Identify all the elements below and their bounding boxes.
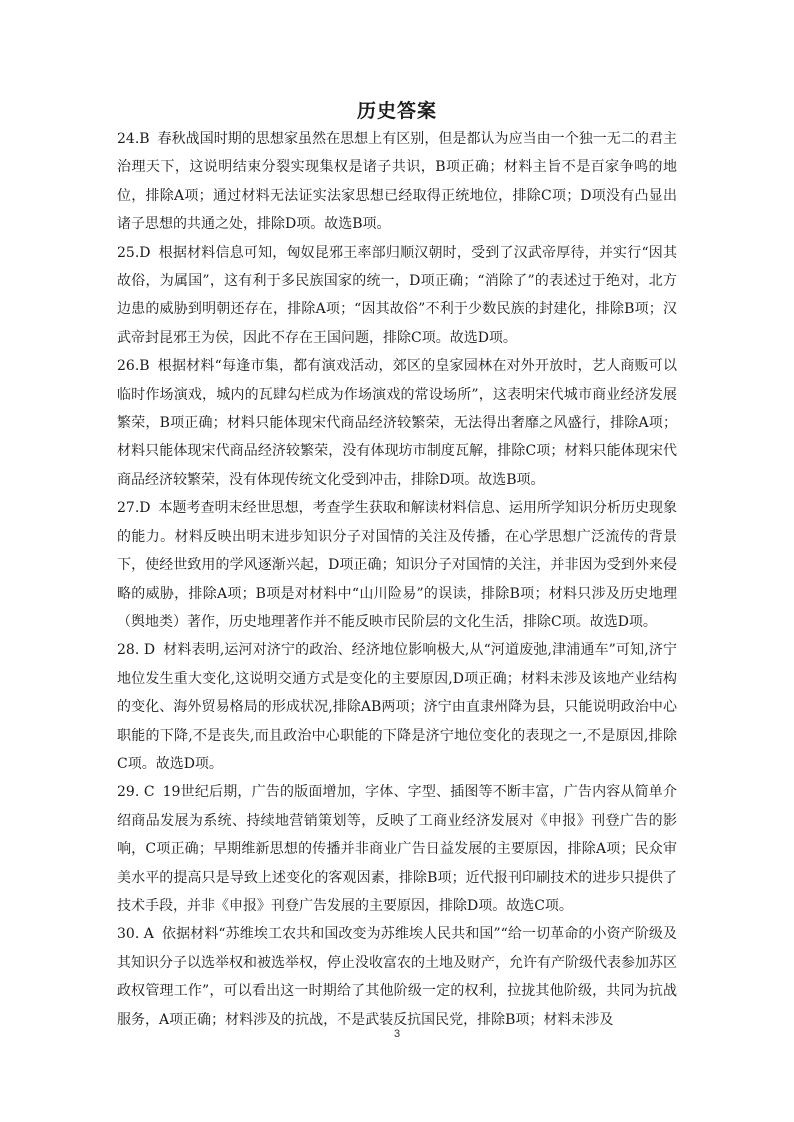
answer-number: 26.B [117, 358, 150, 375]
answer-text: 依据材料“苏维埃工农共和国改变为苏维埃人民共和国”“给一切革命的小资产阶级及其知识分子以选举权和被选举权，停止没收富农的土地及财产，允许有产阶级代表参加苏区政权管理工作”，可以看出这一时期给了其他阶级一定的权利，拉拢其他阶级，共同为抗战服务，A项正确；材料涉及的抗战，不是武装反抗国民党，排除B项；材料未涉及 [117, 926, 677, 1028]
answer-item-24 [117, 125, 677, 239]
answer-number: 24.B [117, 131, 150, 147]
answer-item-28 [117, 636, 677, 778]
answer-number: 28. D [117, 642, 156, 659]
answer-text: 本题考查明末经世思想，考查学生获取和解读材料信息、运用所学知识分析历史现象的能力。材料反映出明末进步知识分子对国情的关注及传播，在心学思想广泛流传的背景下，使经世致用的学风逐渐兴起，D项正确；知识分子对国情的关注，并非因为受到外来侵略的威胁，排除A项；B项是对材料中“山川险易”的误读，排除B项；材料只涉及历史地理（舆地类）著作，历史地理著作并不能反映市民阶层的文化生活，排除C项。故选D项。 [117, 500, 677, 630]
page-number: 3 [393, 1028, 401, 1040]
answer-text: 根据材料“每逢市集，都有演戏活动，郊区的皇家园林在对外开放时，艺人商贩可以临时作场演戏，城内的瓦肆勾栏成为作场演戏的常设场所”，这表明宋代城市商业经济发展繁荣，B项正确；材料只能体现宋代商品经济较繁荣，无法得出奢靡之风盛行，排除A项；材料只能体现宋代商品经济较繁荣，没有体现坊市制度瓦解，排除C项；材料只能体现宋代商品经济较繁荣，没有体现传统文化受到冲击，排除D项。故选B项。 [117, 358, 677, 488]
answer-list [117, 125, 677, 1034]
answer-item-29 [117, 778, 677, 920]
answer-item-27 [117, 494, 677, 636]
answer-number: 25.D [117, 244, 151, 261]
answer-text: 根据材料信息可知，匈奴昆邪王率部归顺汉朝时，受到了汉武帝厚待，并实行“因其故俗，为属国”，这有利于多民族国家的统一，D项正确；“消除了”的表述过于绝对，北方边患的威胁到明朝还存在，排除A项；“因其故俗”不利于少数民族的封建化，排除B项；汉武帝封昆邪王为侯，因此不存在王国问题，排除C项。故选D项。 [117, 244, 677, 346]
answer-number: 30. A [117, 926, 154, 943]
answer-text: 春秋战国时期的思想家虽然在思想上有区别，但是都认为应当由一个独一无二的君主治理天下，这说明结束分裂实现集权是诸子共识，B项正确；材料主旨不是百家争鸣的地位，排除A项；通过材料无法证实法家思想已经取得正统地位，排除C项；D项没有凸显出诸子思想的共通之处，排除D项。故选B项。 [117, 131, 677, 233]
answer-text: 19世纪后期，广告的版面增加，字体、字型、插图等不断丰富，广告内容从简单介绍商品发展为系统、持续地营销策划等，反映了工商业经济发展对《申报》刊登广告的影响，C项正确；早期维新思想的传播并非商业广告日益发展的主要原因，排除A项；民众审美水平的提高只是导致上述变化的客观因素，排除B项；近代报刊印刷技术的进步只提供了技术手段，并非《申报》刊登广告发展的主要原因，排除D项。故选C项。 [117, 784, 677, 914]
page-title: 历史答案 [356, 100, 437, 122]
answer-number: 29. C [117, 784, 155, 801]
answer-item-30 [117, 920, 677, 1034]
answer-number: 27.D [117, 500, 151, 517]
answer-item-25 [117, 239, 677, 353]
answer-text: 材料表明,运河对济宁的政治、经济地位影响极大,从“河道废弛,津浦通车”可知,济宁地位发生重大变化,这说明交通方式是变化的主要原因,D项正确；材料未涉及该地产业结构的变化、海外贸易格局的形成状况,排除AB两项；济宁由直隶州降为县，只能说明政治中心职能的下降,不是丧失,而且政治中心职能的下降是济宁地位变化的表现之一,不是原因,排除C项。故选D项。 [117, 642, 677, 772]
answer-item-26 [117, 352, 677, 494]
